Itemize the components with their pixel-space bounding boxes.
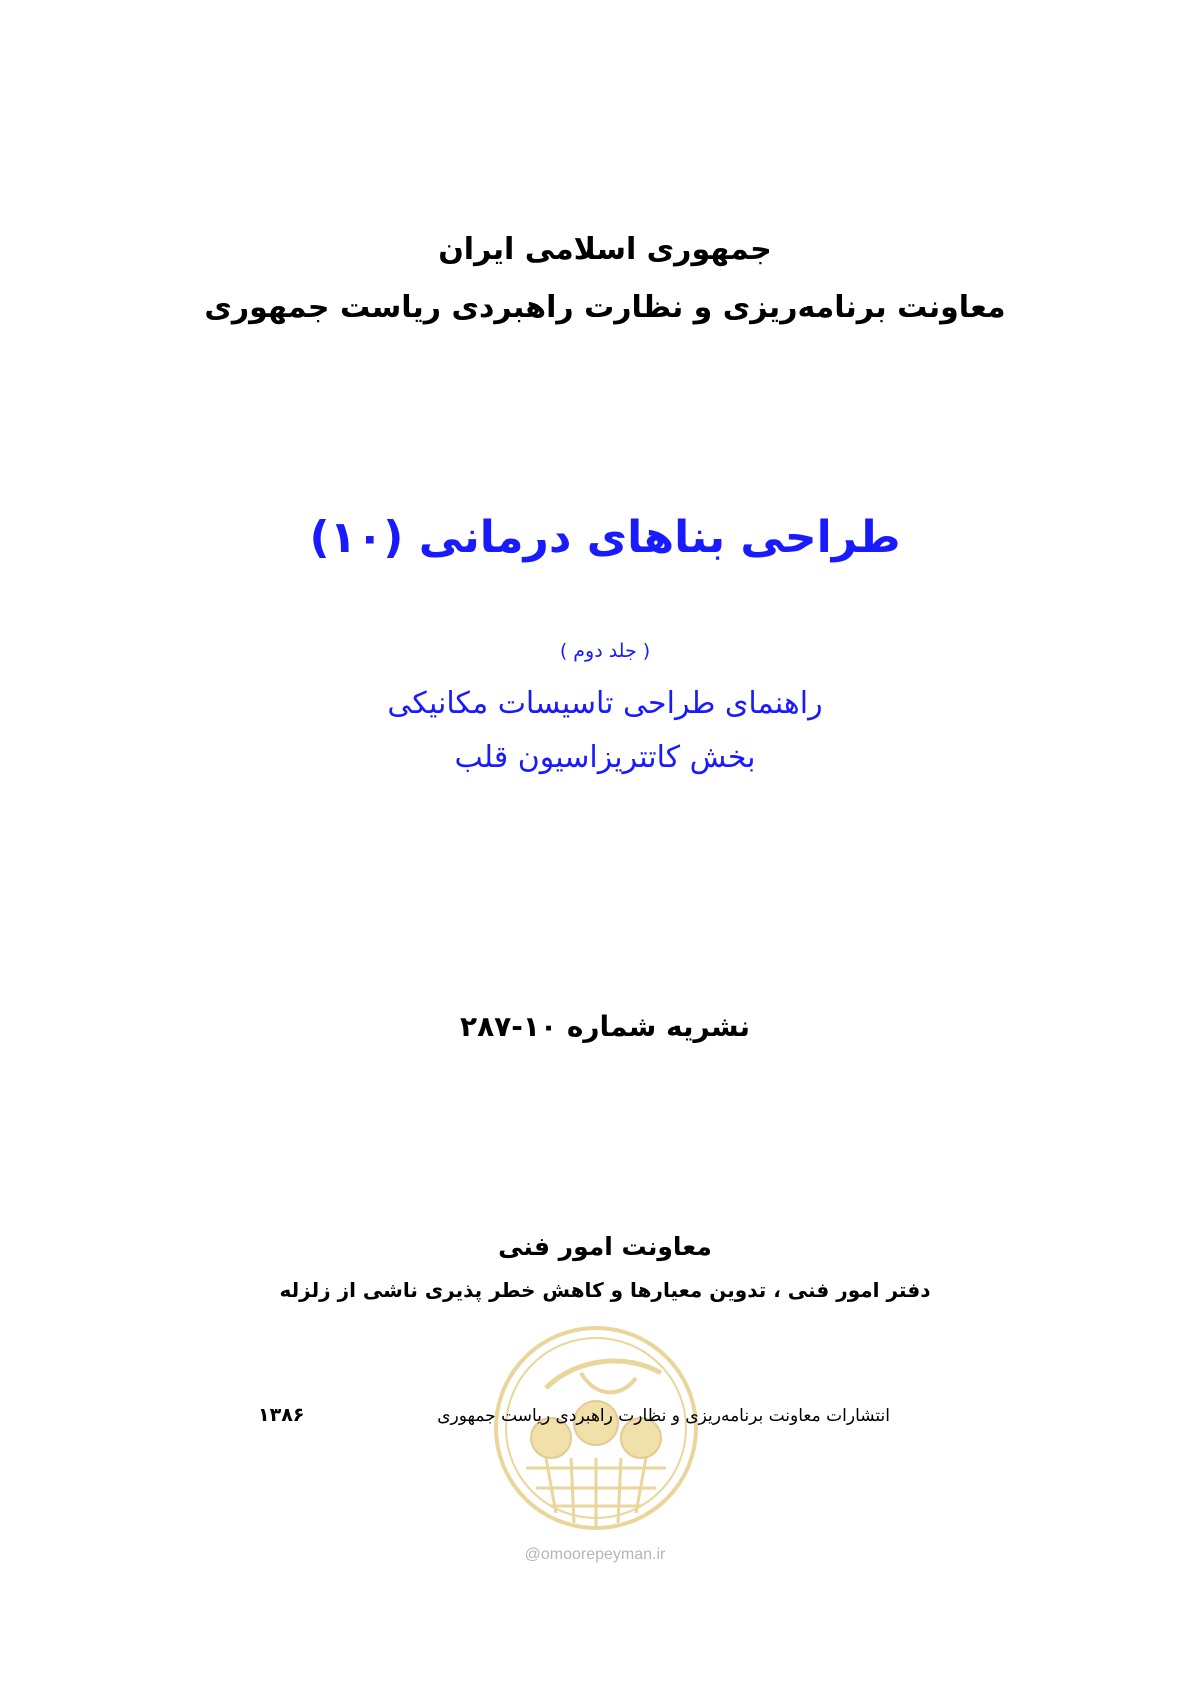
header-country: جمهوری اسلامی ایران: [438, 232, 772, 267]
document-subtitle: راهنمای طراحی تاسیسات مکانیکی: [387, 686, 823, 721]
watermark-logo: [486, 1318, 706, 1538]
publisher-name: انتشارات معاونت برنامه‌ریزی و نظارت راهبردی ریاست جمهوری: [437, 1406, 890, 1426]
department-name: معاونت امور فنی: [498, 1232, 712, 1261]
watermark-url: @omoorepeyman.ir: [524, 1546, 666, 1563]
document-title: طراحی بناهای درمانی (۱۰): [309, 512, 901, 563]
office-name: دفتر امور فنی ، تدوین معیارها و کاهش خطر پذیری ناشی از زلزله: [279, 1278, 931, 1302]
header-organization: معاونت برنامه‌ریزی و نظارت راهبردی ریاست جمهوری: [204, 290, 1006, 325]
publication-year: ۱۳۸۶: [258, 1404, 305, 1426]
publication-number: نشریه شماره ۱۰-۲۸۷: [460, 1010, 750, 1043]
document-section: بخش کاتتریزاسیون قلب: [454, 740, 756, 775]
volume-label: ( جلد دوم ): [559, 640, 651, 662]
